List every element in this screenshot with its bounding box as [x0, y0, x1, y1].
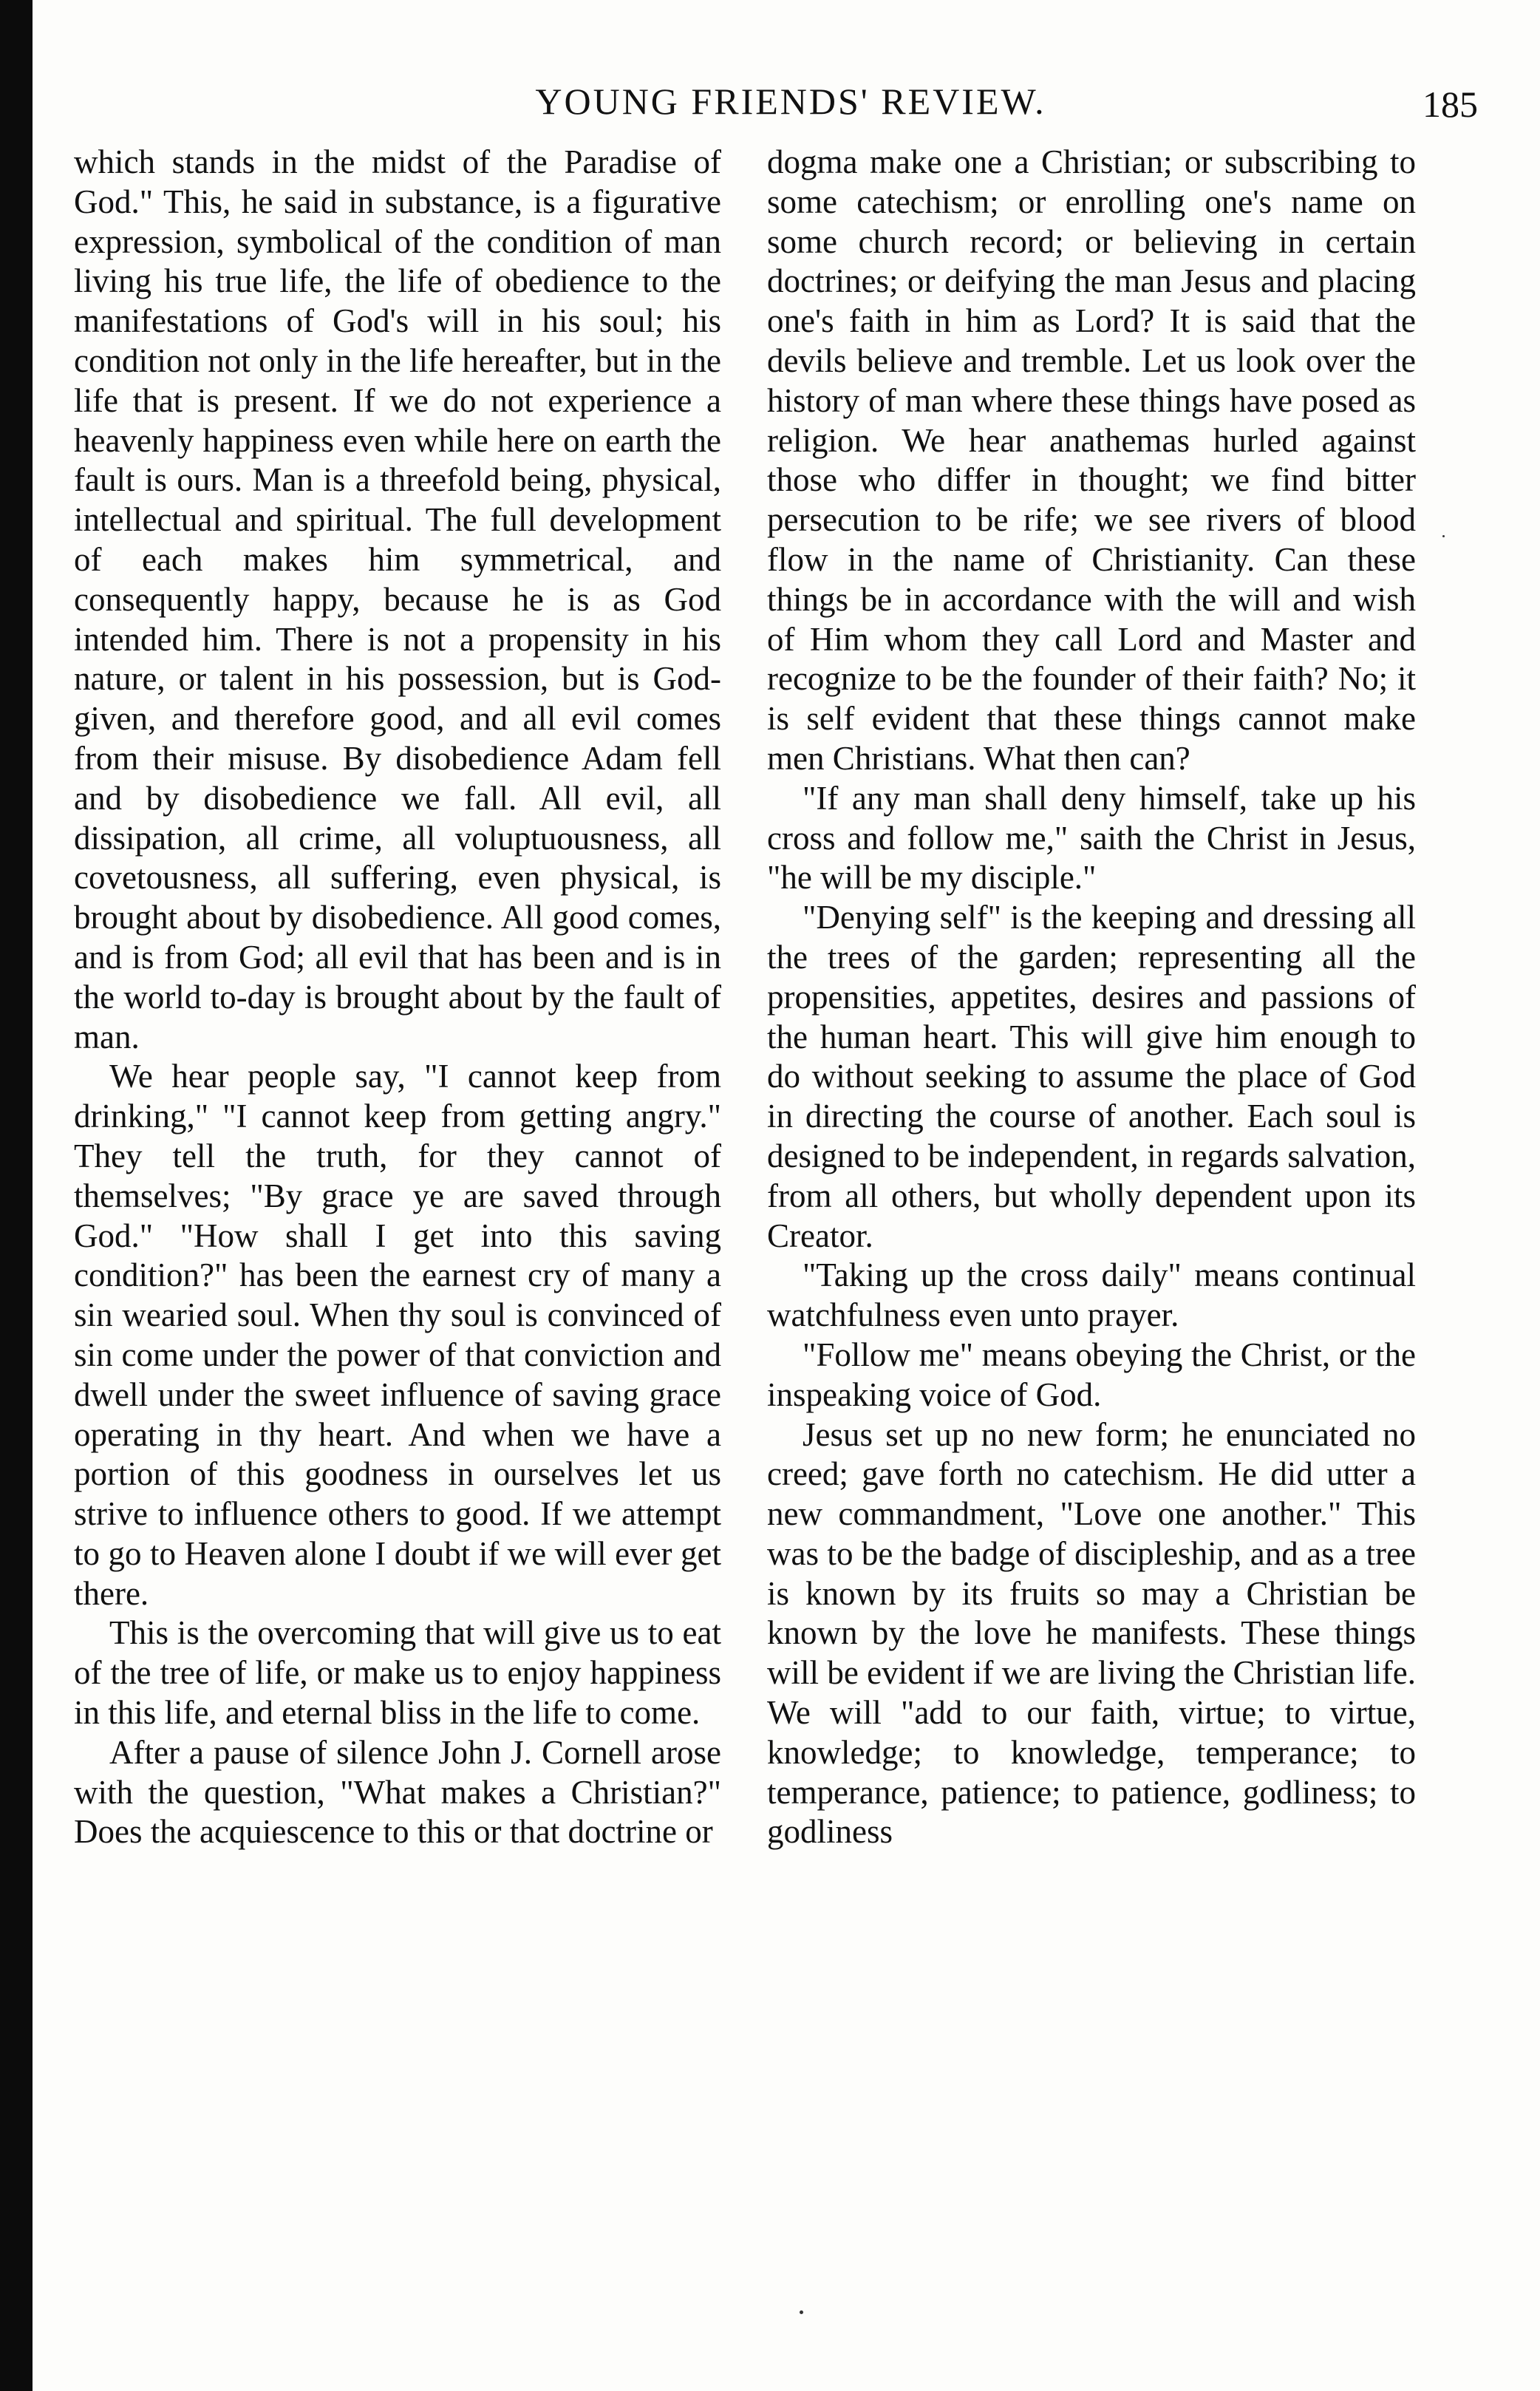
scan-binding-edge: [0, 0, 33, 2391]
right-column: [767, 143, 1416, 1852]
running-title: YOUNG FRIENDS' REVIEW.: [535, 81, 1046, 122]
print-speck: [800, 2310, 803, 2314]
paragraph: This is the overcoming that will give us to eat of the tree of life, or make us to enjoy happiness in this life, and eternal bliss in the life to come.: [74, 1614, 721, 1732]
paragraph: which stands in the midst of the Paradise of God." This, he said in substance, is a figurative expression, symbolical of the condition of man living his true life, the life of obedience to the manifestations of God's will in his soul; his condition not only in the life hereafter, but in the life that is present. If we do not experience a heavenly happiness even while here on earth the fault is ours. Man is a threefold being, physical, intellectual and spiritual. The full development of each makes him symmetrical, and consequently happy, because he is as God intended him. There is not a propensity in his nature, or talent in his possession, but is God-given, and therefore good, and all evil comes from their misuse. By disobedience Adam fell and by disobedience we fall. All evil, all dissipation, all crime, all voluptuousness, all covetousness, all suffering, even physical, is brought about by disobedience. All good comes, and is from God; all evil that has been and is in the world to-day is brought about by the fault of man.: [74, 143, 721, 1055]
page-header: [74, 80, 1478, 132]
paragraph: We hear people say, "I cannot keep from drinking," "I cannot keep from getting angry." They tell the truth, for they cannot of themselves; "By grace ye are saved through God." "How shall I get into this saving condition?" has been the earnest cry of many a sin wearied soul. When thy soul is convinced of sin come under the power of that conviction and dwell under the sweet influence of saving grace operating in thy heart. And when we have a portion of this goodness in ourselves let us strive to influence others to good. If we attempt to go to Heaven alone I doubt if we will ever get there.: [74, 1058, 721, 1612]
page-number: 185: [1423, 84, 1478, 125]
paragraph: Jesus set up no new form; he enunciated no creed; gave forth no catechism. He did utter a new commandment, "Love one another." This was to be the badge of discipleship, and as a tree is known by its fruits so may a Christian be known by the love he manifests. These things will be evident if we are living the Christian life. We will "add to our faith, virtue; to virtue, knowledge; to knowledge, temperance; to temperance, patience; to patience, godliness; to godliness: [767, 1415, 1416, 1851]
paragraph: "If any man shall deny himself, take up his cross and follow me," saith the Christ in Jesus, "he will be my disciple.": [767, 779, 1416, 897]
paragraph: "Denying self" is the keeping and dressing all the trees of the garden; representing all the propensities, appetites, desires and passions of the human heart. This will give him enough to do without seeking to assume the place of God in directing the course of another. Each soul is designed to be independent, in regards salvation, from all others, but wholly dependent upon its Creator.: [767, 899, 1416, 1254]
paragraph: "Taking up the cross daily" means continual watchfulness even unto prayer.: [767, 1256, 1416, 1334]
print-speck: [1442, 535, 1445, 537]
paragraph: After a pause of silence John J. Cornell arose with the question, "What makes a Christian?" Does the acquiescence to this or that doctrine or: [74, 1733, 721, 1851]
paragraph: "Follow me" means obeying the Christ, or the inspeaking voice of God.: [767, 1336, 1416, 1413]
paragraph: dogma make one a Christian; or subscribing to some catechism; or enrolling one's name on some church record; or believing in certain doctrines; or deifying the man Jesus and placing one's faith in him as Lord? It is said that the devils believe and tremble. Let us look over the history of man where these things have posed as religion. We hear anathemas hurled against those who differ in thought; we find bitter persecution to be rife; we see rivers of blood flow in the name of Christianity. Can these things be in accordance with the will and wish of Him whom they call Lord and Master and recognize to be the founder of their faith? No; it is self evident that these things cannot make men Christians. What then can?: [767, 143, 1416, 777]
left-column: [74, 143, 721, 1852]
